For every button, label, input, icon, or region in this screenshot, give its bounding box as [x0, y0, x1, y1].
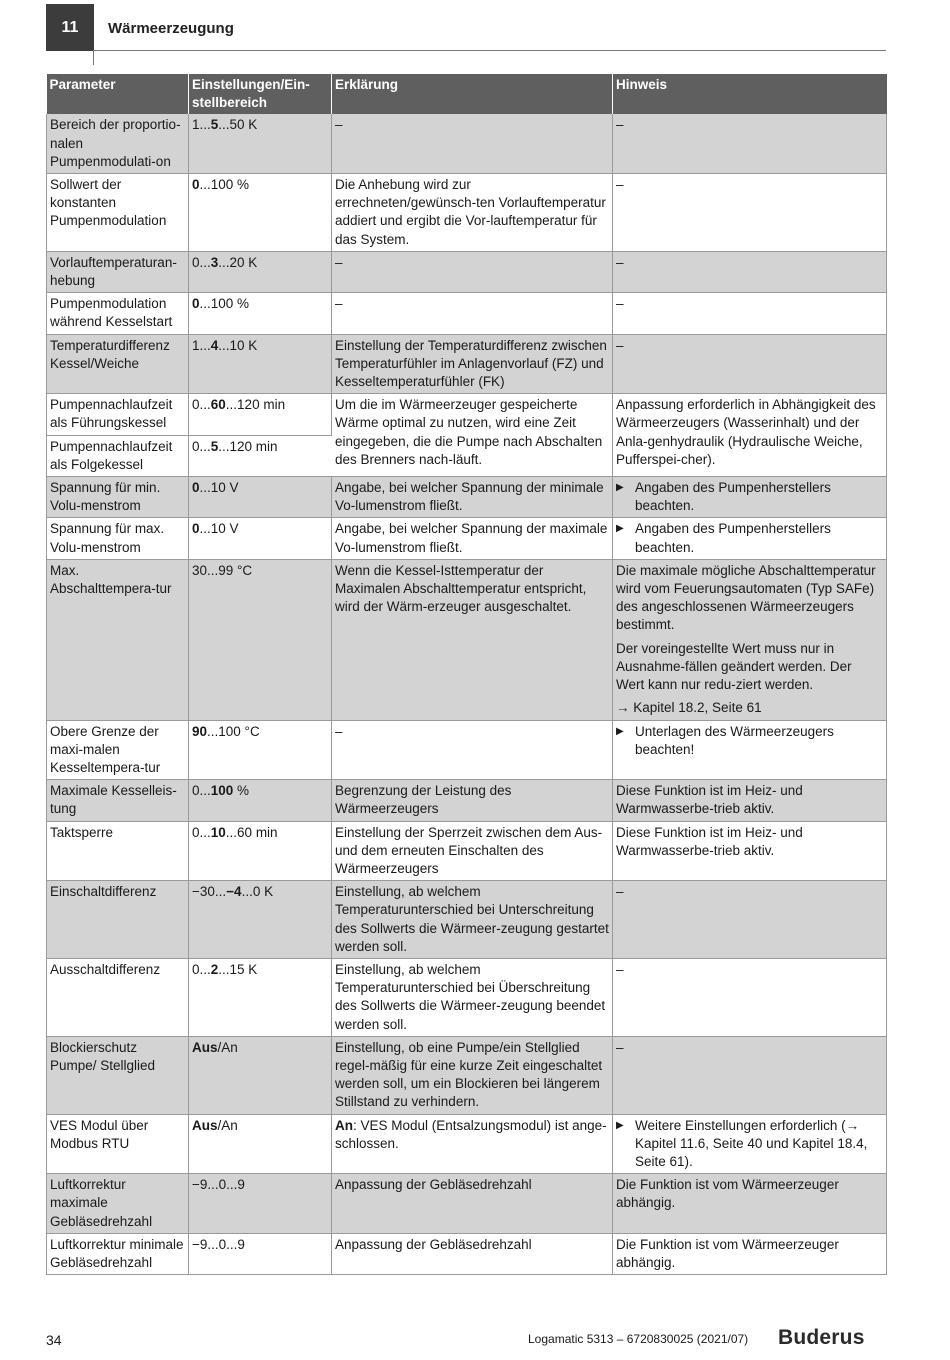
explanation-text: : VES Modul (Entsalzungsmodul) ist ange-schlossen.	[335, 1117, 607, 1151]
setting-default: 5	[210, 438, 219, 454]
instruction-text: Weitere Einstellungen erforderlich (→ Kapitel 11.6, Seite 40 und Kapitel 18.4, Seite 61).	[635, 1117, 868, 1169]
cell-note	[613, 1174, 887, 1234]
cell-note	[613, 293, 887, 334]
cell-explanation	[332, 821, 613, 881]
note-paragraph: –	[616, 884, 624, 900]
cell-setting	[189, 881, 332, 959]
cell-setting	[189, 958, 332, 1036]
setting-suffix: %	[233, 783, 250, 799]
chapter-number-text: 11	[61, 18, 79, 36]
explanation-text: Einstellung, ab welchem Temperaturunterschied bei Überschreitung des Sollwerts die Wärmeer-zeugung beendet werden soll.	[335, 961, 606, 1032]
table-row	[47, 1036, 887, 1114]
instruction-arrow-icon: ▶	[616, 725, 624, 737]
cell-explanation	[332, 334, 613, 394]
cell-parameter: Pumpennachlaufzeit als Folgekessel	[47, 435, 189, 476]
setting-default: 3	[210, 254, 219, 270]
note-paragraph: Der voreingestellte Wert muss nur in Ausnahme-fällen geändert werden. Der Wert kann nur redu-ziert werden.	[616, 640, 852, 693]
cell-explanation-merged: Um die im Wärmeerzeuger gespeicherte Wärme optimal zu nutzen, wird eine Zeit eingegeben, die die Pumpe nach Abschalten des Brenners nach-läuft.	[332, 394, 613, 477]
cell-note	[613, 958, 887, 1036]
cell-explanation	[332, 1036, 613, 1114]
setting-default: 0	[192, 521, 200, 537]
explanation-text: Einstellung der Sperrzeit zwischen dem Aus- und dem erneuten Einschalten des Wärmeerzeugers	[335, 824, 603, 876]
setting-prefix: 0...	[192, 438, 211, 454]
cell-explanation	[332, 174, 613, 252]
column-header-einstellungen: Einstellungen/Ein-stellbereich	[189, 74, 332, 114]
chapter-title: Wärmeerzeugung	[108, 20, 234, 37]
cell-setting	[189, 720, 332, 780]
cell-parameter: Temperaturdifferenz Kessel/Weiche	[47, 334, 189, 394]
note-paragraph: –	[616, 177, 624, 193]
instruction-arrow-icon: ▶	[616, 1119, 624, 1131]
instruction-text: Unterlagen des Wärmeerzeugers beachten!	[635, 723, 834, 757]
cell-parameter: Spannung für min. Volu-menstrom	[47, 477, 189, 518]
table-row	[47, 334, 887, 394]
setting-prefix: 1...	[192, 117, 211, 133]
table-row	[47, 477, 887, 518]
instruction-item	[616, 479, 883, 515]
cell-parameter: VES Modul über Modbus RTU	[47, 1114, 189, 1174]
cell-parameter: Pumpenmodulation während Kesselstart	[47, 293, 189, 334]
setting-prefix: −30...	[192, 884, 227, 900]
cell-setting	[189, 477, 332, 518]
note-paragraph: Diese Funktion ist im Heiz- und Warmwasserbe-trieb aktiv.	[616, 783, 803, 817]
header-tick	[93, 50, 94, 65]
cell-note	[613, 518, 887, 559]
setting-suffix: ...100 %	[199, 177, 250, 193]
cell-explanation	[332, 780, 613, 821]
cell-explanation	[332, 1174, 613, 1234]
cell-setting	[189, 518, 332, 559]
cell-parameter: Max. Abschalttempera-tur	[47, 559, 189, 720]
explanation-text: Einstellung, ab welchem Temperaturunterschied bei Unterschreitung des Sollwerts die Wärmeer-zeugung gestartet werden soll.	[335, 884, 609, 954]
table-row	[47, 251, 887, 292]
cell-setting	[189, 394, 332, 435]
explanation-text: Wenn die Kessel-Isttemperatur der Maximalen Abschalttemperatur entspricht, wird der Wärm-erzeuger ausgeschaltet.	[335, 562, 587, 615]
setting-prefix: −9...0...9	[192, 1177, 245, 1193]
setting-suffix: ...10 V	[199, 521, 239, 537]
note-paragraph: Diese Funktion ist im Heiz- und Warmwasserbe-trieb aktiv.	[616, 824, 803, 858]
setting-suffix: ...120 min	[218, 438, 278, 454]
instruction-arrow-icon: ▶	[616, 523, 624, 535]
table-row	[47, 559, 887, 720]
setting-default: 5	[210, 117, 219, 133]
column-header-erklaerung: Erklärung	[332, 74, 613, 114]
explanation-text: –	[335, 254, 343, 270]
setting-suffix: ...10 V	[199, 480, 239, 496]
cell-explanation	[332, 1114, 613, 1174]
table-row	[47, 780, 887, 821]
cell-explanation	[332, 881, 613, 959]
setting-default: 60	[210, 397, 226, 413]
cell-explanation	[332, 293, 613, 334]
cell-parameter: Sollwert der konstanten Pumpenmodulation	[47, 174, 189, 252]
table-row	[47, 958, 887, 1036]
setting-suffix: /An	[217, 1117, 238, 1133]
document-reference: Logamatic 5313 – 6720830025 (2021/07)	[528, 1332, 749, 1346]
setting-prefix: 0...	[192, 254, 211, 270]
cell-parameter: Luftkorrektur maximale Gebläsedrehzahl	[47, 1174, 189, 1234]
cell-setting	[189, 334, 332, 394]
setting-prefix: 0...	[192, 783, 211, 799]
cell-explanation	[332, 477, 613, 518]
cell-note	[613, 881, 887, 959]
note-paragraph: –	[616, 1039, 624, 1055]
setting-suffix: ...120 min	[225, 397, 286, 413]
setting-suffix: ...15 K	[218, 961, 258, 977]
cell-setting	[189, 1233, 332, 1274]
setting-default: 0	[192, 296, 200, 312]
instruction-item	[616, 520, 883, 556]
cell-note	[613, 174, 887, 252]
cell-setting	[189, 1174, 332, 1234]
table-row	[47, 1114, 887, 1174]
setting-suffix: /An	[217, 1039, 238, 1055]
instruction-item	[616, 1117, 883, 1172]
page-number: 34	[46, 1332, 62, 1348]
cell-parameter: Obere Grenze der maxi-malen Kesseltempera-tur	[47, 720, 189, 780]
cell-note	[613, 477, 887, 518]
instruction-text: Angaben des Pumpenherstellers beachten.	[635, 480, 831, 514]
setting-default: 4	[210, 337, 219, 353]
cell-note	[613, 559, 887, 720]
cell-explanation	[332, 559, 613, 720]
note-paragraph: Die maximale mögliche Abschalttemperatur wird vom Feuerungsautomaten (Typ SAFe) des angeschlossenen Wärmeerzeugers bestimmt.	[616, 562, 876, 633]
explanation-text: Einstellung der Temperaturdifferenz zwischen Temperaturfühler im Anlagenvorlauf (FZ) und Kesseltemperaturfühler (FK)	[335, 337, 607, 390]
cell-parameter: Blockierschutz Pumpe/ Stellglied	[47, 1036, 189, 1114]
table-row	[47, 821, 887, 881]
note-paragraph: → Kapitel 18.2, Seite 61	[616, 700, 762, 716]
explanation-text: Angabe, bei welcher Spannung der minimale Vo-lumenstrom fließt.	[335, 480, 604, 514]
cell-explanation	[332, 1233, 613, 1274]
explanation-text: –	[335, 723, 343, 739]
cell-explanation	[332, 958, 613, 1036]
setting-suffix: ...10 K	[218, 337, 258, 353]
cell-setting	[189, 114, 332, 173]
cell-note	[613, 251, 887, 292]
setting-default: 0	[192, 177, 200, 193]
setting-default: Aus	[192, 1039, 218, 1055]
cell-parameter: Einschaltdifferenz	[47, 881, 189, 959]
cell-parameter: Taktsperre	[47, 821, 189, 881]
column-header-parameter: Parameter	[47, 74, 189, 114]
cell-parameter: Pumpennachlaufzeit als Führungskessel	[47, 394, 189, 435]
setting-suffix: ...100 °C	[207, 723, 260, 739]
explanation-bold: An	[335, 1117, 353, 1133]
setting-suffix: ...60 min	[225, 824, 278, 840]
setting-prefix: 30...99 °C	[192, 562, 253, 578]
setting-prefix: 1...	[192, 337, 211, 353]
cell-parameter: Maximale Kesselleis-tung	[47, 780, 189, 821]
explanation-text: Einstellung, ob eine Pumpe/ein Stellglied regel-mäßig für eine kurze Zeit eingeschaltet werden soll, um ein Blockieren bei längerem Stillstand zu verhindern.	[335, 1039, 603, 1110]
note-paragraph: Die Funktion ist vom Wärmeerzeuger abhängig.	[616, 1177, 839, 1211]
explanation-text: Die Anhebung wird zur errechneten/gewünsch-ten Vorlauftemperatur addiert und ergibt die Vor-lauftemperatur für das System.	[335, 177, 606, 247]
setting-suffix: ...20 K	[218, 254, 258, 270]
table-body	[47, 114, 887, 1274]
cell-explanation	[332, 114, 613, 173]
explanation-text: –	[335, 117, 343, 133]
chapter-number	[46, 4, 94, 51]
setting-suffix: ...100 %	[199, 296, 250, 312]
explanation-text: Begrenzung der Leistung des Wärmeerzeugers	[335, 783, 512, 817]
setting-prefix: 0...	[192, 824, 211, 840]
cell-setting	[189, 293, 332, 334]
cell-setting	[189, 174, 332, 252]
explanation-text: Anpassung der Gebläsedrehzahl	[335, 1177, 532, 1193]
cell-note	[613, 1233, 887, 1274]
table-row	[47, 394, 887, 435]
cell-note	[613, 821, 887, 881]
note-paragraph: –	[616, 117, 624, 133]
cell-note	[613, 1114, 887, 1174]
explanation-text: –	[335, 296, 343, 312]
table-row	[47, 881, 887, 959]
setting-default: 90	[192, 723, 208, 739]
cell-note	[613, 114, 887, 173]
setting-prefix: 0...	[192, 961, 211, 977]
cell-parameter: Vorlauftemperaturan-hebung	[47, 251, 189, 292]
note-paragraph: –	[616, 296, 624, 312]
instruction-arrow-icon: ▶	[616, 482, 624, 494]
cell-note	[613, 720, 887, 780]
setting-default: −4	[226, 884, 242, 900]
explanation-text: Angabe, bei welcher Spannung der maximale Vo-lumenstrom fließt.	[335, 521, 608, 555]
setting-default: 10	[210, 824, 226, 840]
setting-default: 100	[210, 783, 234, 799]
note-paragraph: Die Funktion ist vom Wärmeerzeuger abhängig.	[616, 1236, 839, 1270]
table-row	[47, 1174, 887, 1234]
cell-setting	[189, 435, 332, 476]
setting-default: Aus	[192, 1117, 218, 1133]
table-row	[47, 720, 887, 780]
cell-setting	[189, 251, 332, 292]
cell-parameter: Ausschaltdifferenz	[47, 958, 189, 1036]
note-paragraph: –	[616, 254, 624, 270]
cell-explanation	[332, 720, 613, 780]
table-row	[47, 174, 887, 252]
table-row	[47, 1233, 887, 1274]
cell-note	[613, 1036, 887, 1114]
cell-setting	[189, 1114, 332, 1174]
cell-setting	[189, 780, 332, 821]
setting-suffix: ...50 K	[218, 117, 258, 133]
cell-note	[613, 780, 887, 821]
cell-note	[613, 334, 887, 394]
instruction-item	[616, 723, 883, 759]
note-paragraph: –	[616, 961, 624, 977]
table-row	[47, 114, 887, 173]
table-header-row	[47, 74, 887, 114]
explanation-text: Anpassung der Gebläsedrehzahl	[335, 1236, 532, 1252]
setting-prefix: −9...0...9	[192, 1236, 245, 1252]
column-header-hinweis: Hinweis	[613, 74, 887, 114]
cell-setting	[189, 1036, 332, 1114]
setting-default: 0	[192, 480, 200, 496]
setting-default: 2	[210, 961, 219, 977]
table-row	[47, 293, 887, 334]
cell-note-merged: Anpassung erforderlich in Abhängigkeit des Wärmeerzeugers (Wasserinhalt) und der Anla-genhydraulik (Hydraulische Weiche, Pufferspei-cher).	[613, 394, 887, 477]
cell-parameter: Bereich der proportio-nalen Pumpenmodulati-on	[47, 114, 189, 173]
cell-setting	[189, 559, 332, 720]
cell-setting	[189, 821, 332, 881]
setting-prefix: 0...	[192, 397, 211, 413]
parameter-table	[46, 74, 887, 1275]
cell-explanation	[332, 518, 613, 559]
instruction-text: Angaben des Pumpenherstellers beachten.	[635, 521, 831, 555]
header-rule	[94, 50, 886, 51]
setting-suffix: ...0 K	[241, 884, 274, 900]
brand-logo: Buderus	[778, 1326, 865, 1349]
table-row	[47, 518, 887, 559]
cell-explanation	[332, 251, 613, 292]
cell-parameter: Luftkorrektur minimale Gebläsedrehzahl	[47, 1233, 189, 1274]
note-paragraph: –	[616, 337, 624, 353]
cell-parameter: Spannung für max. Volu-menstrom	[47, 518, 189, 559]
